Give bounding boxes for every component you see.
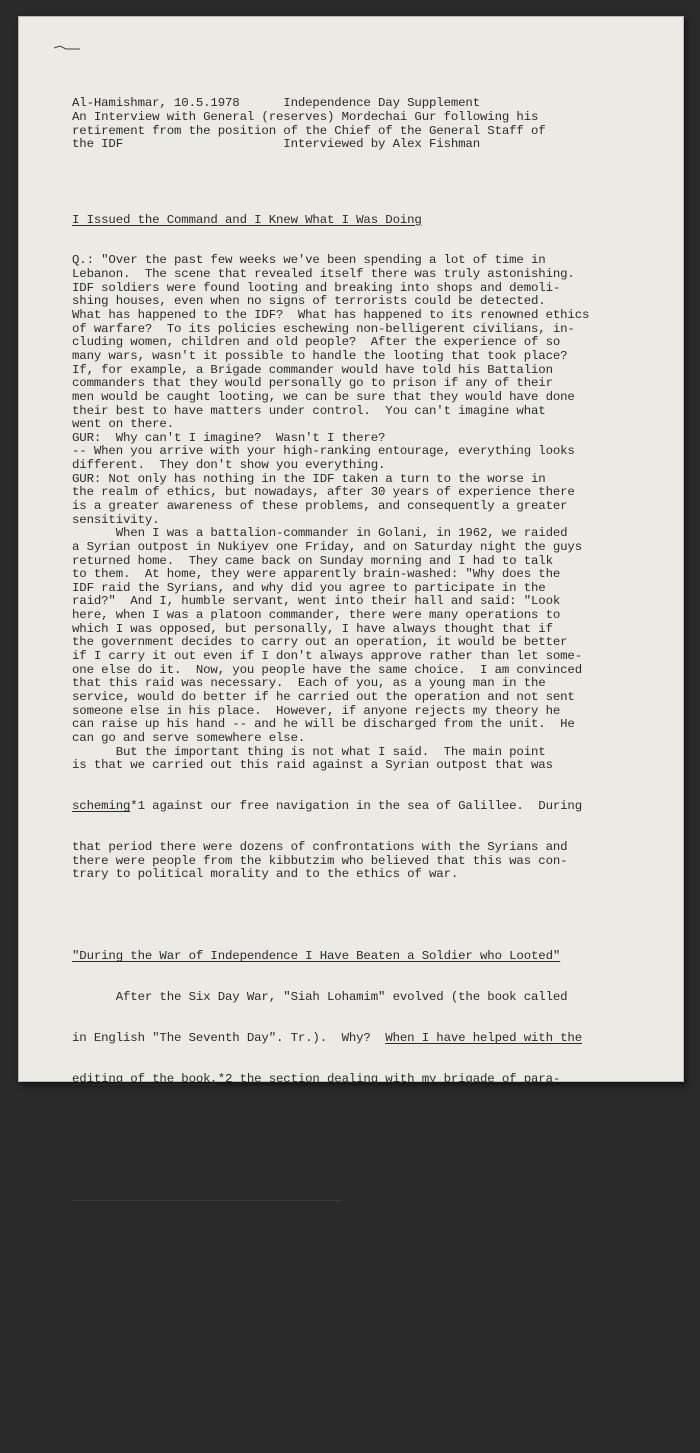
text-line: can go and serve somewhere else. <box>72 731 306 745</box>
text-line: different. They don't show you everything. <box>72 459 386 473</box>
section-title-2: "During the War of Independence I Have Beaten a Soldier who Looted" <box>72 950 561 964</box>
text-line: is that we carried out this raid against a Syrian outpost that was <box>72 759 553 773</box>
text-line: trary to political morality and to the ethics of war. <box>72 868 459 882</box>
text-line: GUR: Why can't I imagine? Wasn't I there? <box>72 431 386 445</box>
footnote-line: "The Seventh Day" -- which is a piece of deception and dishonesty from <box>72 1370 582 1384</box>
text-line: If, for example, a Brigade commander would have told his Battalion <box>72 363 553 377</box>
text-line: the realm of ethics, but nowadays, after 30 years of experience there <box>72 486 575 500</box>
text-line: returned home. They came back on Sunday morning and I had to talk <box>72 554 553 568</box>
text-line: commanders that they would personally go to prison if any of their <box>72 377 553 391</box>
footnote-line: in a pseudoscholarly way. One of the last cases of such a use is <box>72 1411 546 1425</box>
text-line: if I carry it out even if I don't always approve rather than let some- <box>72 650 582 664</box>
text-line: -- When you arrive with your high-ranking entourage, everything looks <box>72 445 575 459</box>
document-body <box>72 70 668 1453</box>
footnote-line: of the Israeli Army have "helped" to edit this book, was of course <box>72 1329 553 1343</box>
text-line: to them. At home, they were apparently brain-washed: "Why does the <box>72 568 561 582</box>
text-line: raid?" And I, humble servant, went into their hall and said: "Look <box>72 595 561 609</box>
text-line: of warfare? To its policies eschewing non-belligerent civilians, in- <box>72 322 575 336</box>
text-line: But the important thing is not what I said. The main point <box>72 745 546 759</box>
text-line: Lebanon. The scene that revealed itself there was truly astonishing. <box>72 268 575 282</box>
text-line: which I was opposed, but personally, I have always thought that if <box>72 622 553 636</box>
interview-body-tail <box>72 841 668 882</box>
s2-line-3: editing of the book,*2 the section dealing with my brigade of para- <box>72 1073 561 1087</box>
footnote-line: *1All emphases mine. In fact what was in question was the Syrian <box>72 1234 582 1248</box>
text-line: a Syrian outpost in Nukiyev one Friday, and on Saturday night the guys <box>72 540 582 554</box>
text-line: their best to have matters under control. You can't imagine what <box>72 404 546 418</box>
header-line: Al-Hamishmar, 10.5.1978 Independence Day Supplement <box>72 97 480 111</box>
footnote-2 <box>72 1330 668 1439</box>
footnote-1 <box>72 1234 668 1261</box>
footnote-2-first-line: *2This interesting and significant fact, that the high officers <box>72 1288 575 1302</box>
text-line: the government decides to carry out an operation, it would be better <box>72 636 568 650</box>
section-title-1: I Issued the Command and I Knew What I Was Doing <box>72 213 422 227</box>
text-line: went on there. <box>72 418 174 432</box>
footnote-line: right to those portions of the lake adjoining their shores. I. Shahak. <box>72 1247 582 1261</box>
text-line: there were people from the kibbutzim who believed that this was con- <box>72 854 568 868</box>
footnote-line: gandists from the kibbutz movement. In consequence of this deception <box>72 1357 575 1371</box>
text-line: men would be caught looting, we can be sure that they would have done <box>72 390 575 404</box>
text-line: many wars, wasn't it possible to handle the looting that took place? <box>72 349 568 363</box>
footnote-rule <box>72 1200 342 1201</box>
text-line: GUR: Not only has nothing in the IDF taken a turn to the worse in <box>72 472 546 486</box>
underlined-scheming: scheming <box>72 800 131 814</box>
text-line: is a greater awareness of these problems, and consequently a greater <box>72 499 568 513</box>
interview-body <box>72 254 668 772</box>
text-line: cluding women, children and old people? After the experience of so <box>72 336 561 350</box>
text-line: IDF soldiers were found looting and breaking into shops and demoli- <box>72 281 561 295</box>
footnote-line: not mentioned by the nominal editors, a group of hypocritical propa- <box>72 1343 568 1357</box>
text-line: that this raid was necessary. Each of you, as a young man in the <box>72 677 546 691</box>
pencil-mark <box>52 43 82 53</box>
text-line: that period there were dozens of confrontations with the Syrians and <box>72 841 568 855</box>
header-line: retirement from the position of the Chief of the General Staff of <box>72 124 546 138</box>
text-line: shing houses, even when no signs of terrorists could be detected. <box>72 295 546 309</box>
footnote-line: beginning to the end, is quoted as "an original document" about the <box>72 1384 561 1398</box>
header-block <box>72 97 668 152</box>
text-line: When I was a battalion-commander in Golani, in 1962, we raided <box>72 527 568 541</box>
text-line: here, when I was a platoon commander, there were many operations to <box>72 609 561 623</box>
header-line: the IDF Interviewed by Alex Fishman <box>72 138 480 152</box>
text-line: someone else in his place. However, if anyone rejects my theory he <box>72 704 561 718</box>
footnote-line: Michael Walzer's "Just and Unjust Wars." I. Shahak. <box>72 1425 451 1439</box>
s2-line-5: very delicately, because throughout my life I've refused to shut my <box>72 1155 561 1169</box>
scheming-line: scheming*1 against our free navigation in the sea of Galillee. During <box>72 800 583 814</box>
text-line: one else do it. Now, you people have the same choice. I am convinced <box>72 663 582 677</box>
footnote-line: "nature of the Israeli army" etc., by many Zionists who want to deceive <box>72 1398 590 1412</box>
text-line: sensitivity. <box>72 513 160 527</box>
text-line: Q.: "Over the past few weeks we've been spending a lot of time in <box>72 254 546 268</box>
text-line: service, would do better if he carried out the operation and not sent <box>72 690 575 704</box>
text-line: can raise up his hand -- and he will be discharged from the unit. He <box>72 718 575 732</box>
text-line: What has happened to the IDF? What has happened to its renowned ethics <box>72 309 590 323</box>
text-line: IDF raid the Syrians, and why did you agree to participate in the <box>72 581 546 595</box>
s2-line-1: After the Six Day War, "Siah Lohamim" evolved (the book called <box>72 991 568 1005</box>
header-line: An Interview with General (reserves) Mordechai Gur following his <box>72 110 539 124</box>
s2-line-2: in English "The Seventh Day". Tr.). Why? When I have helped with the <box>72 1032 582 1046</box>
s2-line-4: troopers contained a very long chapter on looting, which we edited <box>72 1114 553 1128</box>
